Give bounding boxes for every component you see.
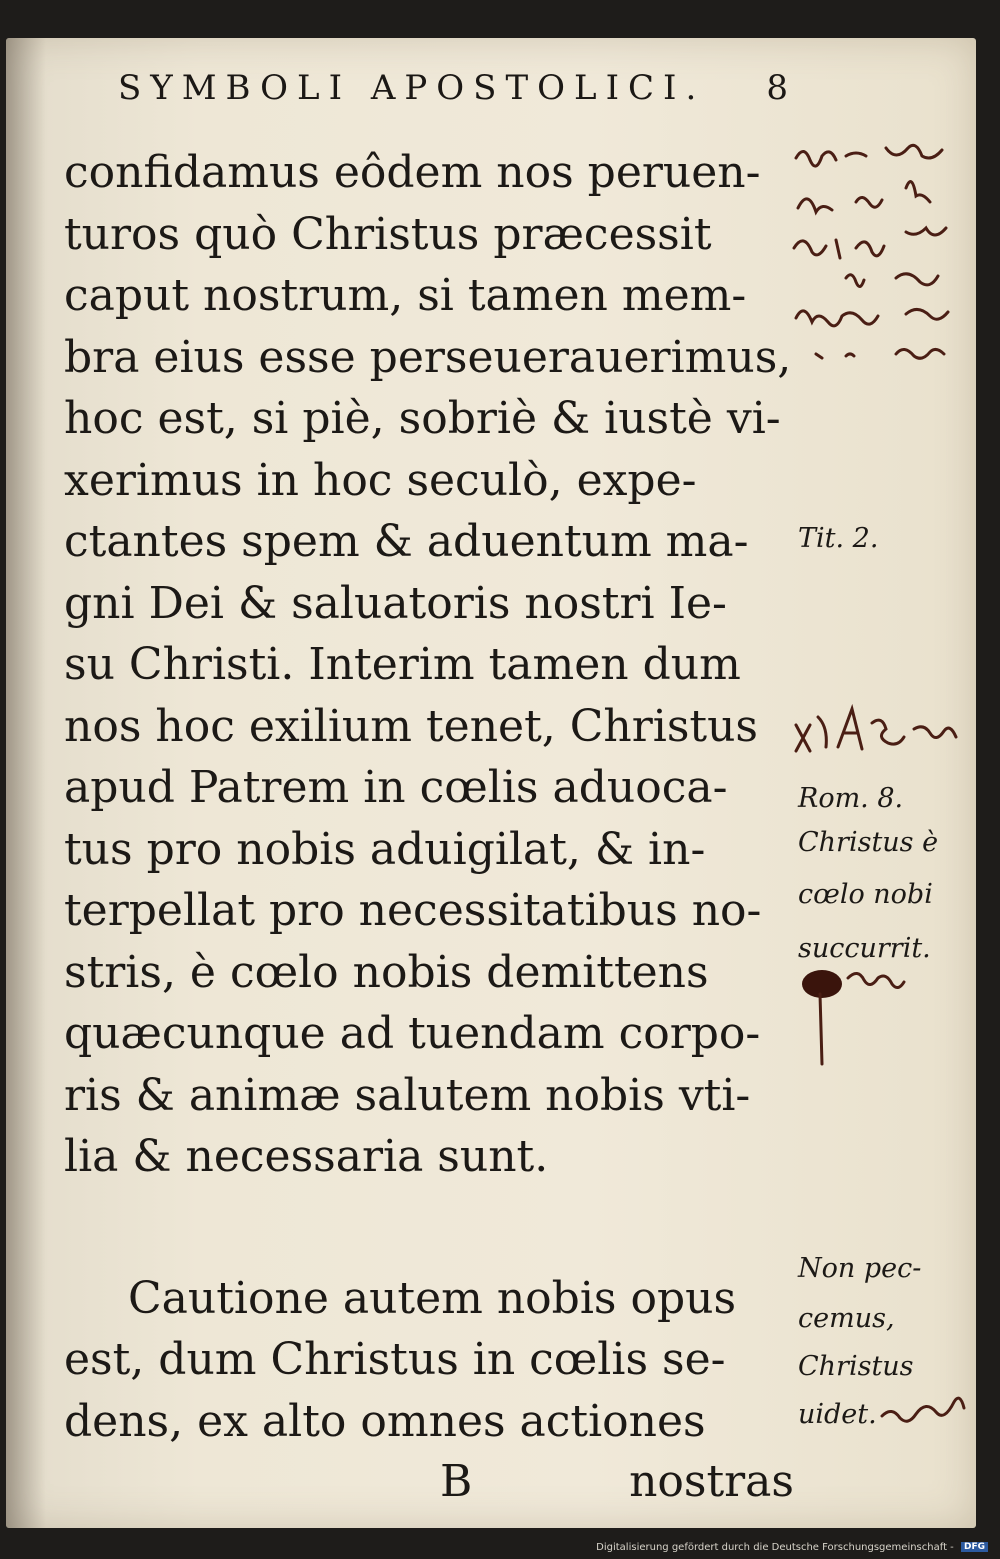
text-line: terpellat pro necessitatibus no- bbox=[64, 885, 762, 936]
text-line: lia & necessaria sunt. bbox=[64, 1131, 549, 1182]
text-line: apud Patrem in cœlis aduoca- bbox=[64, 762, 728, 813]
text-line: Cautione autem nobis opus bbox=[128, 1272, 737, 1324]
text-line: xerimus in hoc seculò, expe- bbox=[64, 454, 697, 506]
margin-note-non-line3: Christus bbox=[798, 1351, 914, 1382]
handwritten-marginalia-top bbox=[786, 128, 976, 378]
text-line: bra eius esse perseuerauerimus, bbox=[64, 331, 792, 383]
dfg-logo: DFG bbox=[961, 1542, 988, 1552]
text-line: hoc est, si piè, sobriè & iustè vi- bbox=[64, 393, 781, 444]
margin-note-non-line4: uidet. bbox=[798, 1399, 877, 1430]
running-head-title: SYMBOLI APOSTOLICI. bbox=[118, 68, 706, 108]
margin-note-tit: Tit. 2. bbox=[798, 523, 879, 554]
folio-number: 8 bbox=[766, 68, 788, 108]
footer-credit bbox=[596, 1542, 988, 1553]
text-line: quæcunque ad tuendam corpo- bbox=[64, 1008, 761, 1059]
text-line: gni Dei & saluatoris nostri Ie- bbox=[64, 577, 727, 629]
text-line: su Christi. Interim tamen dum bbox=[64, 639, 741, 690]
catchword-row bbox=[64, 1456, 794, 1518]
running-head bbox=[118, 68, 788, 108]
margin-note-non-line1: Non pec- bbox=[798, 1253, 922, 1284]
text-line: dens, ex alto omnes actiones bbox=[64, 1395, 706, 1447]
handwritten-marginalia-bottom bbox=[876, 1376, 972, 1436]
text-line: ctantes spem & aduentum ma- bbox=[64, 516, 749, 567]
text-line: est, dum Christus in cœlis se- bbox=[64, 1334, 726, 1385]
text-line: turos quò Christus præcessit bbox=[64, 208, 712, 260]
text-line: ris & animæ salutem nobis vti- bbox=[64, 1069, 751, 1121]
margin-note-non-line2: cemus, bbox=[798, 1303, 895, 1334]
margin-note-christus-line3: succurrit. bbox=[798, 933, 931, 964]
margin-note-christus-line2: cœlo nobi bbox=[798, 879, 933, 910]
paragraph-gap bbox=[64, 1188, 794, 1268]
text-line: caput nostrum, si tamen mem- bbox=[64, 270, 747, 321]
main-text-block bbox=[64, 142, 794, 1452]
handwritten-marginalia-middle bbox=[788, 703, 976, 763]
text-line: stris, è cœlo nobis demittens bbox=[64, 946, 709, 998]
catchword: nostras bbox=[629, 1456, 794, 1507]
ink-blot bbox=[796, 958, 956, 1068]
book-page bbox=[6, 38, 976, 1528]
footer-text: Digitalisierung gefördert durch die Deutsche Forschungsgemeinschaft - bbox=[596, 1542, 954, 1553]
signature-mark: B bbox=[440, 1456, 473, 1507]
margin-note-rom: Rom. 8. bbox=[798, 783, 904, 814]
text-line: nos hoc exilium tenet, Christus bbox=[64, 700, 759, 752]
gutter-shadow bbox=[6, 38, 46, 1528]
margin-note-christus-line1: Christus è bbox=[798, 827, 939, 858]
text-line: tus pro nobis aduigilat, & in- bbox=[64, 823, 706, 875]
text-line: confidamus eôdem nos peruen- bbox=[64, 147, 761, 198]
